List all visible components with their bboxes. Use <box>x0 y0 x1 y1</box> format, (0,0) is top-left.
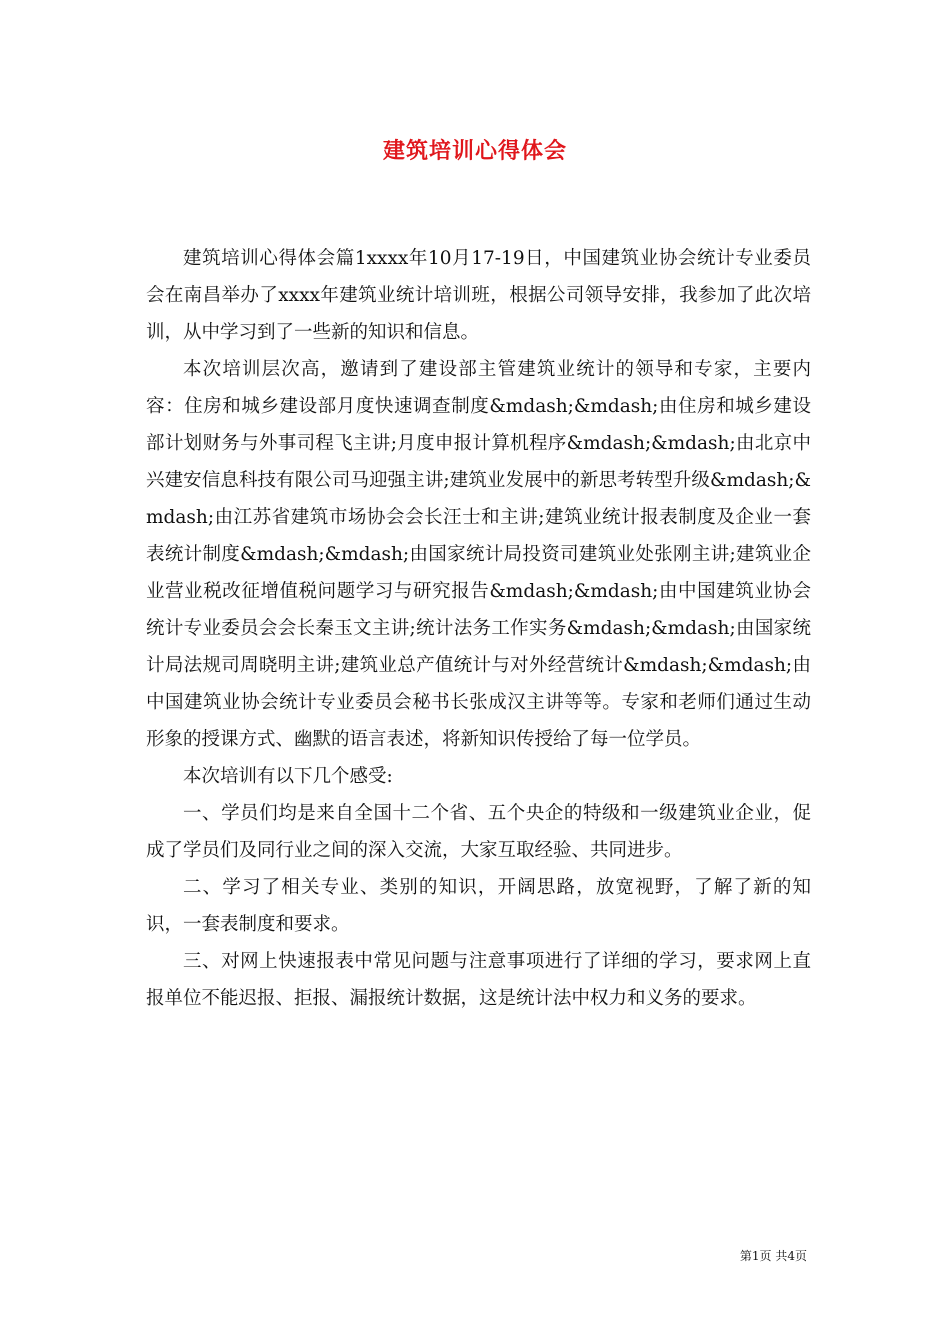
paragraph-point-two: 二、学习了相关专业、类别的知识，开阔思路，放宽视野，了解了新的知识，一套表制度和要求。 <box>146 877 811 935</box>
document-body <box>146 240 811 1017</box>
paragraph-feelings-heading: 本次培训有以下几个感受: <box>183 766 393 787</box>
paragraph-point-one: 一、学员们均是来自全国十二个省、五个央企的特级和一级建筑业企业，促成了学员们及同行业之间的深入交流，大家互取经验、共同进步。 <box>146 803 811 861</box>
page-number-footer: 第1页 共4页 <box>739 1249 807 1263</box>
paragraph-intro: 建筑培训心得体会篇1xxxx年10月17-19日，中国建筑业协会统计专业委员会在南昌举办了xxxx年建筑业统计培训班，根据公司领导安排，我参加了此次培训，从中学习到了一些新的知识和信息。 <box>146 248 811 343</box>
paragraph-point-three: 三、对网上快速报表中常见问题与注意事项进行了详细的学习，要求网上直报单位不能迟报、拒报、漏报统计数据，这是统计法中权力和义务的要求。 <box>146 951 811 1009</box>
paragraph-training-content: 本次培训层次高，邀请到了建设部主管建筑业统计的领导和专家，主要内容：住房和城乡建设部月度快速调查制度&mdash;&mdash;由住房和城乡建设部计划财务与外事司程飞主讲;月度申报计算机程序&mdash;&mdash;由北京中兴建安信息科技有限公司马迎强主讲;建筑业发展中的新思考转型升级&mdash;&mdash;由江苏省建筑市场协会会长汪士和主讲;建筑业统计报表制度及企业一套表统计制度&mdash;&mdash;由国家统计局投资司建筑业处张刚主讲;建筑业企业营业税改征增值税问题学习与研究报告&mdash;&mdash;由中国建筑业协会统计专业委员会会长秦玉文主讲;统计法务工作实务&mdash;&mdash;由国家统计局法规司周晓明主讲;建筑业总产值统计与对外经营统计&mdash;&mdash;由中国建筑业协会统计专业委员会秘书长张成汉主讲等等。专家和老师们通过生动形象的授课方式、幽默的语言表述，将新知识传授给了每一位学员。 <box>146 359 811 750</box>
document-title: 建筑培训心得体会 <box>382 138 567 164</box>
